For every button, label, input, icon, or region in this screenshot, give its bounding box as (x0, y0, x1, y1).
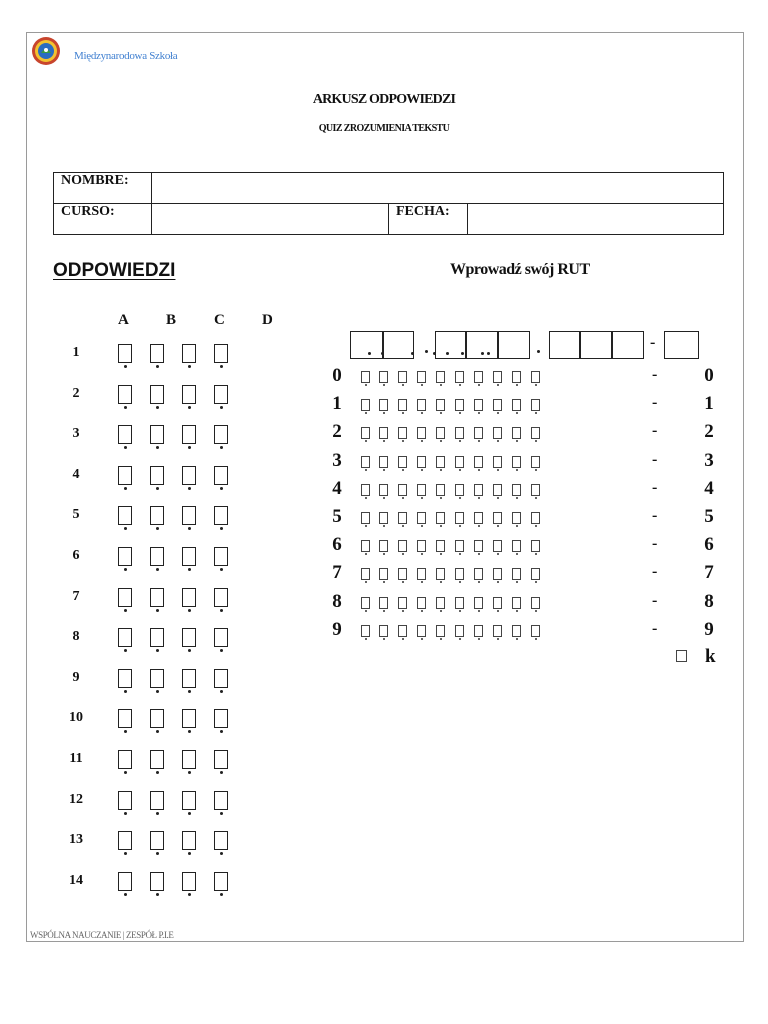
rut-bubble-col6-digit-3[interactable] (455, 456, 464, 468)
rut-digit-box[interactable] (350, 331, 383, 359)
rut-verifier-dash: - (652, 563, 658, 581)
rut-bubble-col8-digit-9[interactable] (493, 625, 502, 637)
rut-bubble-col8-digit-0[interactable] (493, 371, 502, 383)
rut-bubble-col10-digit-2[interactable] (531, 427, 540, 439)
sheet-subtitle: QUIZ ZROZUMIENIA TEKSTU (318, 123, 450, 134)
rut-bubble-col5-digit-4[interactable] (436, 484, 445, 496)
rut-separator-dot (537, 350, 540, 353)
rut-bubble-col8-digit-7[interactable] (493, 568, 502, 580)
rut-bubble-col3-digit-0[interactable] (398, 371, 407, 383)
fecha-label: FECHA: (389, 204, 468, 235)
rut-bubble-col6-digit-1[interactable] (455, 399, 464, 411)
rut-digit-box[interactable] (664, 331, 699, 359)
rut-bubble-col1-digit-2[interactable] (361, 427, 370, 439)
rut-bubble-col1-digit-5[interactable] (361, 512, 370, 524)
rut-verifier-digit-label: 4 (704, 477, 714, 499)
rut-bubble-col7-digit-9[interactable] (474, 625, 483, 637)
rut-bubble-col3-digit-5[interactable] (398, 512, 407, 524)
answer-bubble-q12-c[interactable] (182, 791, 196, 810)
rut-bubble-col2-digit-3[interactable] (379, 456, 388, 468)
answer-bubble-q12-d[interactable] (214, 791, 228, 810)
rut-bubble-col1-digit-0[interactable] (361, 371, 370, 383)
rut-bubble-col2-digit-5[interactable] (379, 512, 388, 524)
answer-bubble-q1-a[interactable] (118, 344, 132, 363)
rut-bubble-col9-digit-6[interactable] (512, 540, 521, 552)
footer-text: WSPÓLNA NAUCZANIE | ZESPÓŁ P.I.E (30, 930, 174, 940)
rut-bubble-col4-digit-0[interactable] (417, 371, 426, 383)
rut-bubble-col4-digit-3[interactable] (417, 456, 426, 468)
rut-row-digit-label: 0 (332, 365, 342, 386)
answer-bubble-q5-b[interactable] (150, 506, 164, 525)
option-header-a: A (118, 312, 129, 328)
rut-bubble-col5-digit-1[interactable] (436, 399, 445, 411)
question-number: 14 (69, 872, 83, 888)
rut-verifier-digit-label: 7 (704, 562, 714, 584)
rut-bubble-col2-digit-7[interactable] (379, 568, 388, 580)
option-header-d: D (262, 312, 273, 328)
fecha-field[interactable] (468, 204, 724, 235)
rut-digit-box[interactable] (498, 331, 530, 359)
rut-verifier-dash: - (652, 507, 658, 524)
rut-bubble-col2-digit-4[interactable] (379, 484, 388, 496)
rut-bubble-col8-digit-5[interactable] (493, 512, 502, 524)
rut-row-digit-label: 6 (332, 534, 342, 556)
rut-bubble-col3-digit-8[interactable] (398, 597, 407, 609)
rut-verifier-digit-label: 6 (704, 534, 714, 556)
answer-bubble-q8-c[interactable] (182, 628, 196, 647)
question-number: 3 (72, 426, 80, 442)
answer-bubble-q1-c[interactable] (182, 344, 196, 363)
rut-bubble-col3-digit-1[interactable] (398, 399, 407, 411)
answer-bubble-q12-a[interactable] (118, 791, 132, 810)
answer-bubble-q3-a[interactable] (118, 425, 132, 444)
answer-bubble-q3-c[interactable] (182, 425, 196, 444)
answer-bubble-q10-d[interactable] (214, 709, 228, 728)
rut-bubble-col10-digit-1[interactable] (531, 399, 540, 411)
rut-row-digit-label: 2 (332, 421, 342, 443)
rut-row-digit-label: 7 (332, 562, 342, 584)
rut-bubble-col7-digit-7[interactable] (474, 568, 483, 580)
answer-bubble-q1-b[interactable] (150, 344, 164, 363)
rut-heading: Wprowadź swój RUT (450, 261, 590, 278)
answer-bubble-q9-a[interactable] (118, 669, 132, 688)
answer-bubble-q4-a[interactable] (118, 466, 132, 485)
rut-bubble-col10-digit-0[interactable] (531, 371, 540, 383)
rut-verifier-dash: - (650, 334, 656, 351)
rut-bubble-col3-digit-2[interactable] (398, 427, 407, 439)
rut-bubble-col8-digit-8[interactable] (493, 597, 502, 609)
rut-verifier-dash: - (652, 394, 658, 412)
answer-bubble-q4-d[interactable] (214, 466, 228, 485)
answer-bubble-q10-c[interactable] (182, 709, 196, 728)
rut-bubble-col4-digit-1[interactable] (417, 399, 426, 411)
answer-bubble-q13-c[interactable] (182, 831, 196, 850)
answer-bubble-q13-a[interactable] (118, 831, 132, 850)
rut-bubble-col8-digit-2[interactable] (493, 427, 502, 439)
rut-bubble-col4-digit-6[interactable] (417, 540, 426, 552)
question-number: 2 (72, 385, 80, 401)
rut-bubble-col5-digit-6[interactable] (436, 540, 445, 552)
nombre-label: NOMBRE: (54, 173, 152, 204)
rut-bubble-col7-digit-6[interactable] (474, 540, 483, 552)
rut-row-digit-label: 5 (332, 506, 342, 527)
rut-bubble-col9-digit-0[interactable] (512, 371, 521, 383)
answer-bubble-q12-b[interactable] (150, 791, 164, 810)
rut-bubble-col4-digit-2[interactable] (417, 427, 426, 439)
answer-bubble-q8-b[interactable] (150, 628, 164, 647)
rut-bubble-col10-digit-8[interactable] (531, 597, 540, 609)
rut-bubble-col5-digit-5[interactable] (436, 512, 445, 524)
rut-bubble-col3-digit-4[interactable] (398, 484, 407, 496)
rut-digit-box[interactable] (549, 331, 580, 359)
rut-separator-dot (381, 352, 384, 355)
rut-separator-dot (481, 352, 484, 355)
answer-bubble-q6-b[interactable] (150, 547, 164, 566)
answer-bubble-q2-b[interactable] (150, 385, 164, 404)
rut-bubble-col9-digit-7[interactable] (512, 568, 521, 580)
rut-bubble-col2-digit-2[interactable] (379, 427, 388, 439)
answer-bubble-q9-b[interactable] (150, 669, 164, 688)
answer-bubble-q11-c[interactable] (182, 750, 196, 769)
answer-bubble-q9-c[interactable] (182, 669, 196, 688)
rut-bubble-col6-digit-8[interactable] (455, 597, 464, 609)
rut-bubble-col4-digit-5[interactable] (417, 512, 426, 524)
rut-digit-box[interactable] (383, 331, 414, 359)
option-header-b: B (166, 312, 177, 328)
curso-field[interactable] (152, 204, 389, 235)
rut-row-digit-label: 3 (332, 449, 342, 471)
rut-bubble-col3-digit-7[interactable] (398, 568, 407, 580)
rut-bubble-col3-digit-3[interactable] (398, 456, 407, 468)
rut-bubble-col6-digit-9[interactable] (455, 625, 464, 637)
rut-bubble-col5-digit-3[interactable] (436, 456, 445, 468)
rut-bubble-col1-digit-6[interactable] (361, 540, 370, 552)
rut-bubble-col4-digit-7[interactable] (417, 568, 426, 580)
answer-bubble-q6-d[interactable] (214, 547, 228, 566)
rut-bubble-col1-digit-8[interactable] (361, 597, 370, 609)
answer-bubble-q11-b[interactable] (150, 750, 164, 769)
rut-row-digit-label: 1 (332, 393, 342, 415)
rut-verifier-dash: - (652, 366, 658, 383)
rut-bubble-col7-digit-5[interactable] (474, 512, 483, 524)
rut-bubble-col10-digit-7[interactable] (531, 568, 540, 580)
rut-verifier-dash: - (652, 619, 658, 637)
rut-bubble-col3-digit-6[interactable] (398, 540, 407, 552)
rut-verifier-dash: - (652, 478, 658, 496)
rut-bubble-col8-digit-4[interactable] (493, 484, 502, 496)
answer-bubble-q2-a[interactable] (118, 385, 132, 404)
answer-bubble-q3-b[interactable] (150, 425, 164, 444)
question-number: 8 (72, 629, 80, 645)
rut-verifier-digit-label: 5 (704, 506, 714, 527)
rut-check-k-label: k (705, 646, 716, 667)
question-number: 12 (69, 791, 83, 807)
rut-bubble-col9-digit-3[interactable] (512, 456, 521, 468)
question-number: 10 (69, 710, 83, 726)
rut-bubble-col2-digit-8[interactable] (379, 597, 388, 609)
answer-bubble-q13-b[interactable] (150, 831, 164, 850)
answer-bubble-q4-b[interactable] (150, 466, 164, 485)
answer-bubble-q14-d[interactable] (214, 872, 228, 891)
rut-verifier-dash: - (652, 450, 658, 468)
rut-bubble-col1-digit-7[interactable] (361, 568, 370, 580)
rut-bubble-col10-digit-6[interactable] (531, 540, 540, 552)
rut-bubble-col6-digit-4[interactable] (455, 484, 464, 496)
rut-bubble-col1-digit-9[interactable] (361, 625, 370, 637)
nombre-field[interactable] (152, 173, 724, 204)
rut-bubble-col7-digit-8[interactable] (474, 597, 483, 609)
rut-bubble-col6-digit-0[interactable] (455, 371, 464, 383)
rut-bubble-col1-digit-4[interactable] (361, 484, 370, 496)
answer-bubble-q3-d[interactable] (214, 425, 228, 444)
answer-bubble-q7-c[interactable] (182, 588, 196, 607)
rut-bubble-col4-digit-4[interactable] (417, 484, 426, 496)
rut-verifier-digit-label: 1 (704, 393, 714, 415)
rut-bubble-col10-digit-9[interactable] (531, 625, 540, 637)
answer-bubble-q2-c[interactable] (182, 385, 196, 404)
question-number: 1 (72, 345, 80, 360)
rut-bubble-col9-digit-8[interactable] (512, 597, 521, 609)
option-header-c: C (214, 312, 225, 328)
rut-bubble-col9-digit-9[interactable] (512, 625, 521, 637)
rut-bubble-col8-digit-6[interactable] (493, 540, 502, 552)
question-number: 11 (69, 751, 83, 766)
rut-bubble-col10-digit-5[interactable] (531, 512, 540, 524)
answer-bubble-q10-a[interactable] (118, 709, 132, 728)
rut-bubble-col9-digit-1[interactable] (512, 399, 521, 411)
rut-verifier-digit-label: 3 (704, 449, 714, 471)
rut-bubble-col5-digit-7[interactable] (436, 568, 445, 580)
answer-bubble-q11-a[interactable] (118, 750, 132, 769)
answer-bubble-q9-d[interactable] (214, 669, 228, 688)
rut-bubble-col5-digit-2[interactable] (436, 427, 445, 439)
curso-label: CURSO: (54, 204, 152, 235)
rut-bubble-col9-digit-4[interactable] (512, 484, 521, 496)
rut-bubble-col6-digit-5[interactable] (455, 512, 464, 524)
question-number: 4 (72, 466, 80, 482)
answer-bubble-q5-d[interactable] (214, 506, 228, 525)
question-number: 9 (72, 669, 80, 685)
rut-separator-dot (411, 352, 414, 355)
rut-check-k-bubble[interactable] (676, 650, 687, 662)
question-number: 5 (72, 507, 80, 523)
question-number: 13 (69, 832, 83, 848)
question-number: 6 (72, 548, 80, 563)
rut-bubble-col8-digit-3[interactable] (493, 456, 502, 468)
rut-digit-box[interactable] (580, 331, 612, 359)
answers-heading: ODPOWIEDZI (53, 260, 176, 281)
school-logo-icon (31, 36, 61, 66)
answer-bubble-q6-c[interactable] (182, 547, 196, 566)
answer-bubble-q7-a[interactable] (118, 588, 132, 607)
rut-bubble-col5-digit-9[interactable] (436, 625, 445, 637)
rut-separator-dot (433, 352, 436, 355)
rut-bubble-col4-digit-9[interactable] (417, 625, 426, 637)
answer-bubble-q8-a[interactable] (118, 628, 132, 647)
rut-verifier-digit-label: 2 (704, 421, 714, 443)
rut-row-digit-label: 9 (332, 618, 342, 640)
answer-bubble-q1-d[interactable] (214, 344, 228, 363)
answer-bubble-q8-d[interactable] (214, 628, 228, 647)
answer-bubble-q11-d[interactable] (214, 750, 228, 769)
rut-bubble-col6-digit-7[interactable] (455, 568, 464, 580)
rut-bubble-col7-digit-1[interactable] (474, 399, 483, 411)
answer-bubble-q14-c[interactable] (182, 872, 196, 891)
rut-bubble-col10-digit-3[interactable] (531, 456, 540, 468)
rut-bubble-col3-digit-9[interactable] (398, 625, 407, 637)
question-number: 7 (72, 588, 80, 604)
rut-bubble-col7-digit-0[interactable] (474, 371, 483, 383)
rut-row-digit-label: 4 (332, 477, 342, 499)
rut-bubble-col7-digit-2[interactable] (474, 427, 483, 439)
rut-bubble-col5-digit-0[interactable] (436, 371, 445, 383)
answer-bubble-q7-b[interactable] (150, 588, 164, 607)
rut-separator-dot (368, 352, 371, 355)
rut-verifier-dash: - (652, 535, 658, 553)
rut-bubble-col9-digit-2[interactable] (512, 427, 521, 439)
sheet-title: ARKUSZ ODPOWIEDZI (312, 92, 456, 107)
rut-bubble-col2-digit-0[interactable] (379, 371, 388, 383)
rut-separator-dot (425, 350, 428, 353)
answer-bubble-q10-b[interactable] (150, 709, 164, 728)
rut-bubble-col8-digit-1[interactable] (493, 399, 502, 411)
answer-bubble-q2-d[interactable] (214, 385, 228, 404)
rut-bubble-col1-digit-3[interactable] (361, 456, 370, 468)
rut-separator-dot (446, 352, 449, 355)
rut-verifier-digit-label: 9 (704, 618, 714, 640)
rut-bubble-col6-digit-2[interactable] (455, 427, 464, 439)
rut-bubble-col2-digit-9[interactable] (379, 625, 388, 637)
rut-separator-dot (487, 352, 490, 355)
rut-verifier-digit-label: 0 (704, 365, 714, 386)
rut-bubble-col1-digit-1[interactable] (361, 399, 370, 411)
student-info-table (53, 172, 724, 235)
rut-verifier-digit-label: 8 (704, 590, 714, 612)
rut-verifier-dash: - (652, 591, 658, 609)
rut-bubble-col10-digit-4[interactable] (531, 484, 540, 496)
answer-bubble-q7-d[interactable] (214, 588, 228, 607)
rut-bubble-col2-digit-6[interactable] (379, 540, 388, 552)
answer-bubble-q6-a[interactable] (118, 547, 132, 566)
rut-bubble-col6-digit-6[interactable] (455, 540, 464, 552)
answer-bubble-q5-c[interactable] (182, 506, 196, 525)
rut-separator-dot (461, 352, 464, 355)
rut-bubble-col7-digit-3[interactable] (474, 456, 483, 468)
answer-bubble-q14-b[interactable] (150, 872, 164, 891)
rut-row-digit-label: 8 (332, 590, 342, 612)
answer-bubble-q5-a[interactable] (118, 506, 132, 525)
rut-bubble-col9-digit-5[interactable] (512, 512, 521, 524)
answer-bubble-q4-c[interactable] (182, 466, 196, 485)
answer-bubble-q14-a[interactable] (118, 872, 132, 891)
answer-bubble-q13-d[interactable] (214, 831, 228, 850)
rut-bubble-col7-digit-4[interactable] (474, 484, 483, 496)
school-name: Międzynarodowa Szkoła (74, 50, 178, 62)
rut-bubble-col5-digit-8[interactable] (436, 597, 445, 609)
rut-digit-box[interactable] (612, 331, 644, 359)
rut-verifier-dash: - (652, 422, 658, 440)
rut-bubble-col2-digit-1[interactable] (379, 399, 388, 411)
rut-bubble-col4-digit-8[interactable] (417, 597, 426, 609)
